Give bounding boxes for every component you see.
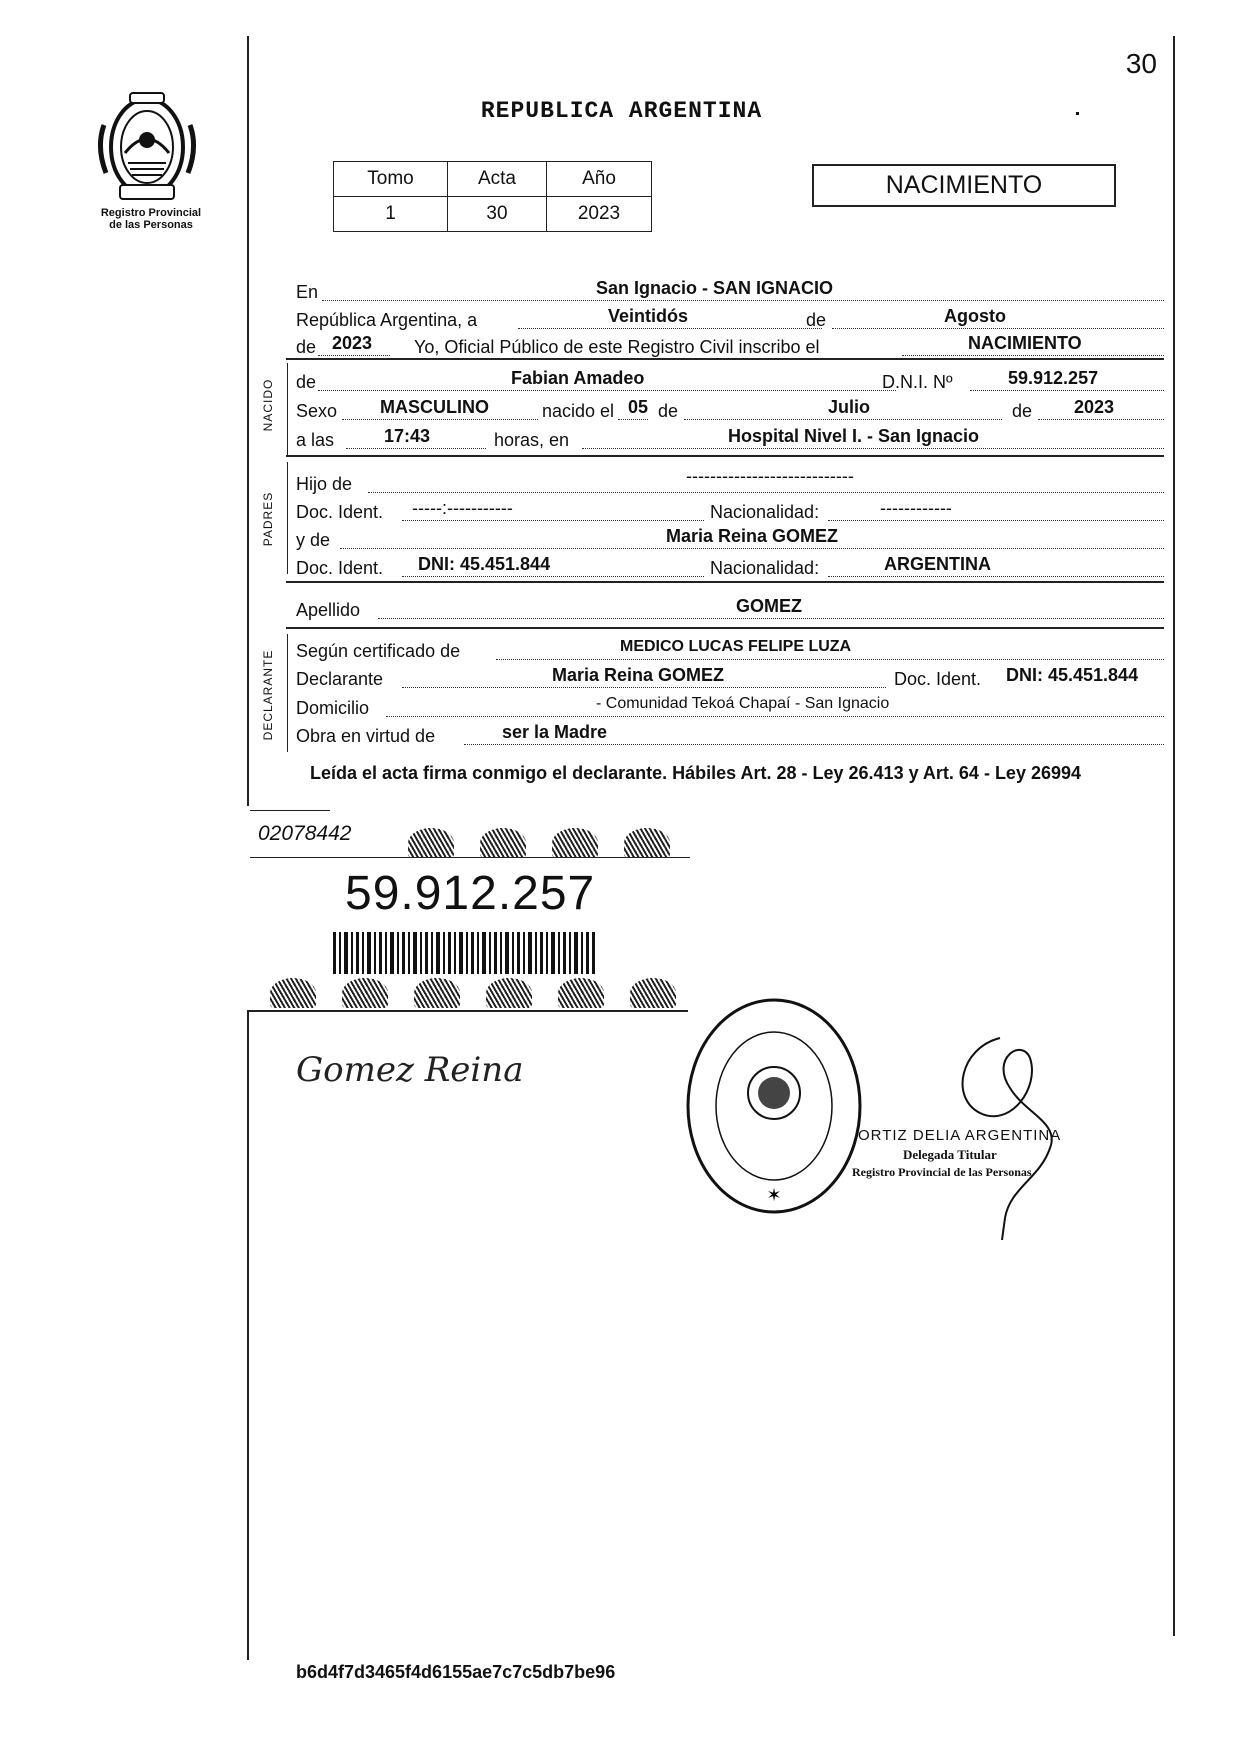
value-mother-nat: ARGENTINA [884, 554, 991, 574]
left-margin-line-lower [247, 1010, 249, 1660]
label-y-de: y de [296, 530, 331, 550]
official-role: Delegada Titular [903, 1147, 997, 1162]
official-name: ORTIZ DELIA ARGENTINA [858, 1127, 1062, 1144]
divider-1 [286, 358, 1164, 360]
label-de3: de [296, 372, 317, 392]
line-certificado [296, 638, 1164, 664]
padres-bracket [287, 462, 288, 574]
label-de4: de [658, 401, 679, 421]
value-birth-month: Julio [828, 397, 871, 417]
serial-number: 02078442 [258, 822, 352, 845]
line-mother-doc [296, 555, 1164, 581]
label-de2: de [296, 337, 317, 357]
left-margin-line [247, 36, 249, 806]
security-glyph-icon [558, 978, 604, 1008]
value-birth-day: 05 [628, 397, 649, 417]
label-a-las: a las [296, 430, 335, 450]
label-obra: Obra en virtud de [296, 726, 436, 746]
line-hijo-de [296, 466, 1164, 497]
value-birth-year: 2023 [1074, 397, 1115, 417]
official-seal-stamp-icon [683, 995, 865, 1217]
value-father-doc: -----:----------- [412, 498, 513, 518]
security-glyph-icon [624, 828, 670, 858]
line-domicilio [296, 695, 1164, 721]
official-signature-icon [930, 1028, 1070, 1243]
svg-text:✶: ✶ [766, 1185, 782, 1206]
value-month: Agosto [944, 306, 1006, 326]
value-place: San Ignacio - SAN IGNACIO [596, 278, 834, 298]
label-nacionalidad-1: Nacionalidad: [710, 502, 820, 522]
label-dni: D.N.I. Nº [882, 372, 953, 392]
divider-3 [286, 581, 1164, 583]
large-dni-number: 59.912.257 [345, 867, 596, 920]
document-type: NACIMIENTO [812, 164, 1116, 207]
label-en: En [296, 282, 319, 302]
security-glyph-icon [630, 978, 676, 1008]
label-apellido: Apellido [296, 600, 361, 620]
line-en [296, 279, 1164, 305]
value-birth-time: 17:43 [384, 426, 431, 446]
label-horas-en: horas, en [494, 430, 570, 450]
divider-4 [286, 627, 1164, 629]
ref-value-acta: 30 [448, 197, 547, 232]
official-org: Registro Provincial de las Personas [852, 1165, 1032, 1179]
registry-label-line1: Registro Provincial [100, 207, 202, 219]
value-day: Veintidós [608, 306, 689, 326]
value-dni: 59.912.257 [1008, 368, 1099, 388]
line-declarante [296, 666, 1164, 692]
label-declaration: Yo, Oficial Público de este Registro Civil inscribo el [414, 337, 820, 357]
ref-value-tomo: 1 [334, 197, 448, 232]
line-sexo [296, 398, 1164, 424]
value-reason: ser la Madre [502, 722, 608, 742]
barcode-icon [333, 932, 595, 974]
strip-line-top [250, 810, 330, 811]
ref-header-ano: Año [547, 162, 652, 197]
line-apellido [296, 597, 1164, 623]
document-hash: b6d4f7d3465f4d6155ae7c7c5db7be96 [296, 1662, 616, 1682]
label-certificado: Según certificado de [296, 641, 461, 661]
reference-table [333, 161, 652, 232]
value-mother-name: Maria Reina GOMEZ [666, 526, 839, 546]
security-glyph-icon [408, 828, 454, 858]
label-de1: de [806, 310, 827, 330]
ref-header-tomo: Tomo [334, 162, 448, 197]
value-surname: GOMEZ [736, 596, 802, 616]
line-obra [296, 723, 1164, 749]
label-declarante: Declarante [296, 669, 384, 689]
declarante-bracket [287, 634, 288, 752]
divider-2 [286, 455, 1164, 457]
value-declarant: Maria Reina GOMEZ [552, 665, 725, 685]
value-mother-doc: DNI: 45.451.844 [418, 554, 551, 574]
page-number: 30 [1125, 48, 1157, 79]
line-nacido-name [296, 369, 1164, 395]
ref-header-acta: Acta [448, 162, 547, 197]
value-certificate: MEDICO LUCAS FELIPE LUZA [620, 638, 852, 655]
label-domicilio: Domicilio [296, 698, 370, 718]
security-glyph-icon [414, 978, 460, 1008]
section-declarante: DECLARANTE [261, 649, 275, 741]
line-hora [296, 427, 1164, 453]
country-title: REPUBLICA ARGENTINA [480, 98, 763, 124]
value-declarant-doc: DNI: 45.451.844 [1006, 665, 1139, 685]
security-glyph-icon [270, 978, 316, 1008]
label-de5: de [1012, 401, 1033, 421]
label-doc-ident-1: Doc. Ident. [296, 502, 384, 522]
security-glyph-icon [480, 828, 526, 858]
line-year [296, 334, 1164, 360]
section-padres: PADRES [261, 491, 275, 547]
value-birth-place: Hospital Nivel I. - San Ignacio [728, 426, 980, 446]
right-margin-line [1173, 36, 1175, 1636]
value-name: Fabian Amadeo [511, 368, 645, 388]
registry-label-line2: de las Personas [109, 219, 193, 231]
label-republica: República Argentina, a [296, 310, 478, 330]
label-sexo: Sexo [296, 401, 338, 421]
value-act-type: NACIMIENTO [968, 333, 1082, 353]
nacido-bracket [287, 363, 288, 455]
line-father-doc [296, 499, 1164, 525]
label-doc-ident-2: Doc. Ident. [296, 558, 384, 578]
security-pattern-bottom [270, 978, 702, 1014]
label-nacido-el: nacido el [542, 401, 615, 421]
value-father-name: ---------------------------- [686, 466, 854, 486]
handwritten-signature-name: Gomez Reina [296, 1050, 524, 1090]
line-y-de [296, 527, 1164, 553]
security-glyph-icon [552, 828, 598, 858]
value-year: 2023 [332, 333, 373, 353]
security-glyph-icon [486, 978, 532, 1008]
ref-value-ano: 2023 [547, 197, 652, 232]
label-doc-ident-3: Doc. Ident. [894, 669, 982, 689]
strip-line-mid [250, 857, 690, 858]
strip-line-bottom [248, 1010, 688, 1012]
legal-note: Leída el acta firma conmigo el declarante. Hábiles Art. 28 - Ley 26.413 y Art. 64 - Ley 26994 [310, 763, 1082, 783]
security-pattern-top [408, 828, 696, 864]
label-hijo-de: Hijo de [296, 474, 353, 494]
value-father-nat: ------------ [880, 498, 952, 518]
value-address: - Comunidad Tekoá Chapaí - San Ignacio [596, 695, 890, 712]
value-sex: MASCULINO [380, 397, 489, 417]
security-glyph-icon [342, 978, 388, 1008]
label-nacionalidad-2: Nacionalidad: [710, 558, 820, 578]
section-nacido: NACIDO [261, 378, 275, 432]
dot-mark [1076, 112, 1079, 115]
registry-label [86, 207, 216, 231]
